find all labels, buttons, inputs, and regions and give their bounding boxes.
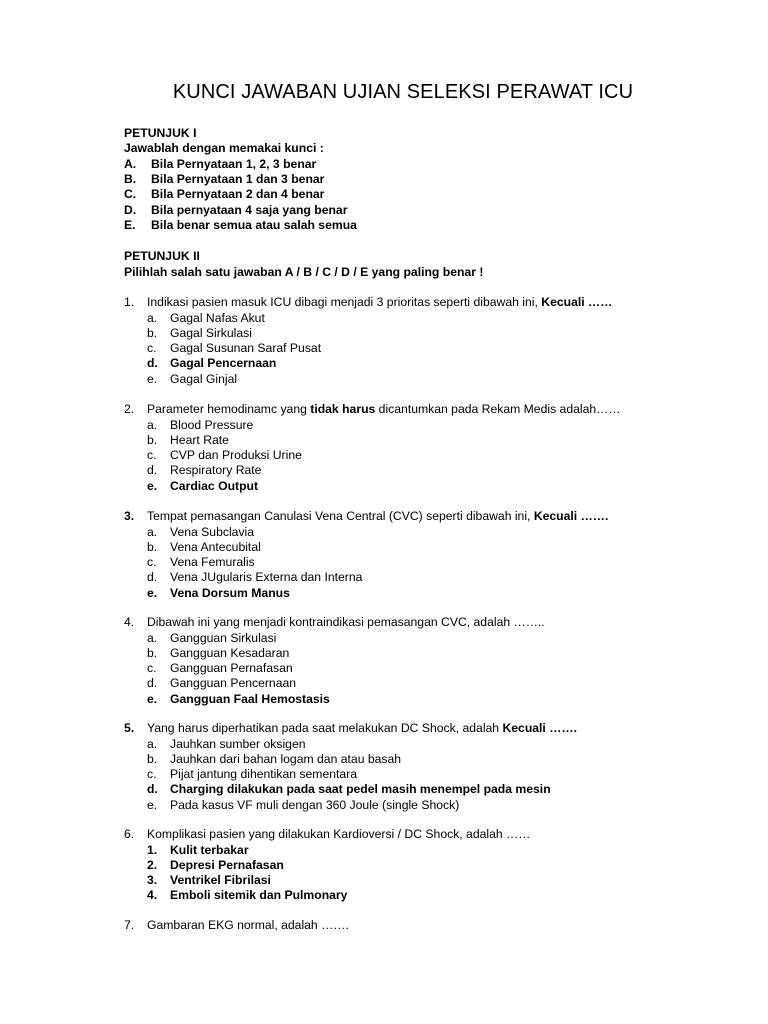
correct-option-text: Ventrikel Fibrilasi <box>170 873 271 888</box>
option-letter: c. <box>147 661 157 676</box>
option-text: Gangguan Pernafasan <box>170 661 293 676</box>
option-letter: e. <box>147 691 158 706</box>
option-letter: a. <box>147 417 158 432</box>
answer-key-letter: C. <box>124 187 137 201</box>
option-letter: c. <box>147 555 157 570</box>
answer-key-text: Bila Pernyataan 1 dan 3 benar <box>151 172 325 186</box>
document-title: KUNCI JAWABAN UJIAN SELEKSI PERAWAT ICU <box>172 81 634 103</box>
option-letter: d. <box>147 570 158 585</box>
option-letter: d. <box>147 356 158 371</box>
question-text-part: Komplikasi pasien yang dilakukan Kardioversi / DC Shock, adalah …… <box>147 827 531 841</box>
answer-key-text: Bila benar semua atau salah semua <box>151 218 357 232</box>
option-letter: b. <box>147 432 158 447</box>
option-letter: e. <box>147 797 158 812</box>
option-letter: c. <box>147 341 157 356</box>
option-letter: d. <box>147 463 158 478</box>
question-number: 7. <box>124 918 135 932</box>
option-text: Vena Femuralis <box>170 555 255 570</box>
answer-key-item <box>124 157 316 172</box>
correct-option-text: Cardiac Output <box>170 478 259 493</box>
question-number: 5. <box>124 721 135 735</box>
option-text: CVP dan Produksi Urine <box>170 448 302 463</box>
option-text: Heart Rate <box>170 432 229 447</box>
option-letter: e. <box>147 371 158 386</box>
answer-key-item <box>124 187 324 202</box>
answer-key-item <box>124 203 347 218</box>
correct-option-text: Emboli sitemik dan Pulmonary <box>170 888 348 903</box>
answer-key-text: Bila pernyataan 4 saja yang benar <box>151 203 348 217</box>
correct-option-text: Gangguan Faal Hemostasis <box>170 691 330 706</box>
question-text-part: Tempat pemasangan Canulasi Vena Central (CVC) seperti dibawah ini, <box>147 509 534 523</box>
correct-option-text: Kulit terbakar <box>170 842 249 857</box>
option-text: Pada kasus VF muli dengan 360 Joule (single Shock) <box>170 797 460 812</box>
question-number: 2. <box>124 402 135 416</box>
question-text-part: Yang harus diperhatikan pada saat melakukan DC Shock, adalah <box>147 721 503 735</box>
correct-option-text: Vena Dorsum Manus <box>170 585 290 600</box>
question-number: 1. <box>124 295 135 309</box>
option-letter: e. <box>147 478 158 493</box>
option-text: Gangguan Pencernaan <box>170 676 297 691</box>
answer-key-item <box>124 172 324 187</box>
option-text: Gagal Nafas Akut <box>170 310 265 325</box>
question-text <box>147 509 608 524</box>
option-text: Vena Antecubital <box>170 539 261 554</box>
option-text: Gagal Ginjal <box>170 371 238 386</box>
question-number: 3. <box>124 509 135 523</box>
option-letter: c. <box>147 767 157 782</box>
answer-key-letter: A. <box>124 157 137 171</box>
option-text: Gangguan Kesadaran <box>170 645 290 660</box>
option-text: Respiratory Rate <box>170 463 262 478</box>
option-letter: a. <box>147 736 158 751</box>
question-text <box>147 827 530 842</box>
option-text: Jauhkan dari bahan logam dan atau basah <box>170 751 402 766</box>
option-letter: c. <box>147 448 157 463</box>
option-letter: d. <box>147 782 158 797</box>
option-letter: 1. <box>147 842 158 857</box>
option-letter: 2. <box>147 857 158 872</box>
option-letter: b. <box>147 539 158 554</box>
option-text: Gagal Sirkulasi <box>170 325 252 340</box>
question-text-part: Gambaran EKG normal, adalah ……. <box>147 918 349 932</box>
question-emphasis: Kecuali ……. <box>533 509 609 523</box>
question-text-part: dicantumkan pada Rekam Medis adalah…… <box>375 402 621 416</box>
option-letter: d. <box>147 676 158 691</box>
question-text <box>147 615 545 630</box>
option-letter: a. <box>147 310 158 325</box>
correct-option-text: Charging dilakukan pada saat pedel masih menempel pada mesin <box>170 782 551 797</box>
question-number: 6. <box>124 827 135 841</box>
question-text <box>147 295 612 310</box>
question-text <box>147 918 349 933</box>
answer-key-letter: D. <box>124 203 137 217</box>
petunjuk2-instruction: Pilihlah salah satu jawaban A / B / C / D / E yang paling benar ! <box>124 265 484 279</box>
option-letter: 3. <box>147 873 158 888</box>
question-text <box>147 721 577 736</box>
option-text: Blood Pressure <box>170 417 254 432</box>
question-number: 4. <box>124 615 135 629</box>
option-text: Jauhkan sumber oksigen <box>170 736 306 751</box>
option-text: Vena Subclavia <box>170 524 255 539</box>
answer-key-text: Bila Pernyataan 2 dan 4 benar <box>151 187 325 201</box>
option-letter: b. <box>147 325 158 340</box>
question-text-part: Indikasi pasien masuk ICU dibagi menjadi 3 prioritas seperti dibawah ini, <box>147 295 542 309</box>
correct-option-text: Depresi Pernafasan <box>170 857 284 872</box>
option-text: Gagal Susunan Saraf Pusat <box>170 341 322 356</box>
option-letter: b. <box>147 751 158 766</box>
question-text <box>147 402 621 417</box>
question-emphasis: tidak harus <box>310 402 376 416</box>
option-letter: b. <box>147 645 158 660</box>
option-letter: e. <box>147 585 158 600</box>
question-emphasis: Kecuali ……. <box>502 721 577 735</box>
petunjuk1-instruction: Jawablah dengan memakai kunci : <box>124 141 324 155</box>
petunjuk1-heading: PETUNJUK I <box>124 126 197 140</box>
option-text: Vena JUgularis Externa dan Interna <box>170 570 363 585</box>
answer-key-text: Bila Pernyataan 1, 2, 3 benar <box>151 157 317 171</box>
question-emphasis: Kecuali …… <box>541 295 613 309</box>
correct-option-text: Gagal Pencernaan <box>170 356 277 371</box>
option-letter: 4. <box>147 888 158 903</box>
petunjuk2-heading: PETUNJUK II <box>124 249 200 263</box>
answer-key-letter: B. <box>124 172 137 186</box>
question-text-part: Parameter hemodinamc yang <box>147 402 311 416</box>
option-text: Gangguan Sirkulasi <box>170 630 277 645</box>
question-text-part: Dibawah ini yang menjadi kontraindikasi pemasangan CVC, adalah …….. <box>147 615 545 629</box>
option-text: Pijat jantung dihentikan sementara <box>170 767 357 782</box>
answer-key-letter: E. <box>124 218 136 232</box>
answer-key-item <box>124 218 357 233</box>
option-letter: a. <box>147 524 158 539</box>
option-letter: a. <box>147 630 158 645</box>
